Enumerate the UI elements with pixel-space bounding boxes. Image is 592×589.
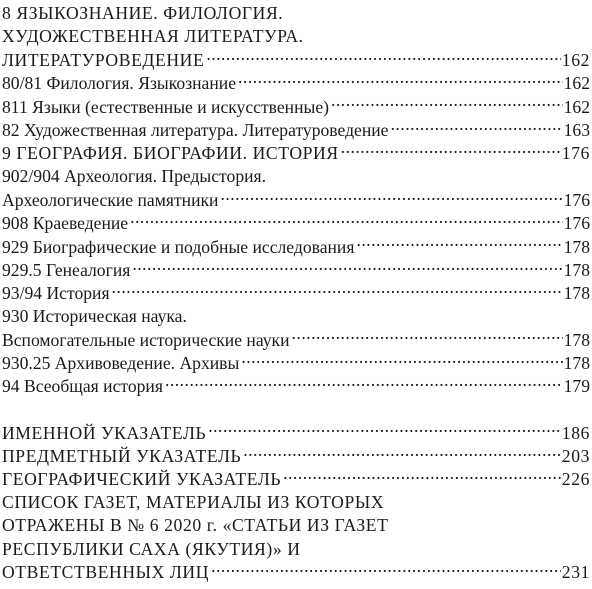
dot-leader bbox=[283, 468, 561, 486]
toc-page-number: 178 bbox=[563, 259, 590, 280]
toc-entry-text: 902/904 Археология. Предыстория. bbox=[2, 166, 267, 187]
toc-heading-text: 8 ЯЗЫКОЗНАНИЕ. ФИЛОЛОГИЯ. bbox=[2, 3, 284, 23]
toc-page-number: 179 bbox=[563, 376, 590, 397]
toc-page-number: 162 bbox=[563, 96, 590, 117]
toc-entry-text: 9 ГЕОГРАФИЯ. БИОГРАФИИ. ИСТОРИЯ bbox=[2, 143, 339, 164]
dot-leader bbox=[130, 212, 562, 230]
toc-entry-text: 908 Краеведение bbox=[2, 213, 129, 234]
toc-page-number: 178 bbox=[563, 329, 590, 350]
toc-entry-text: СПИСОК ГАЗЕТ, МАТЕРИАЛЫ ИЗ КОТОРЫХ bbox=[2, 491, 385, 512]
toc-entry-text: 94 Всеобщая история bbox=[2, 376, 163, 397]
toc-heading-line bbox=[2, 305, 590, 328]
dot-leader bbox=[112, 282, 563, 300]
toc-entry[interactable] bbox=[2, 72, 590, 95]
toc-entry-text: ПРЕДМЕТНЫЙ УКАЗАТЕЛЬ bbox=[2, 445, 242, 466]
toc-entry-text: ОТРАЖЕНЫ В № 6 2020 г. «СТАТЬИ ИЗ ГАЗЕТ bbox=[2, 515, 389, 536]
toc-entry[interactable] bbox=[2, 142, 590, 165]
toc-heading-text: ХУДОЖЕСТВЕННАЯ ЛИТЕРАТУРА. bbox=[2, 26, 304, 47]
toc-page-number: 231 bbox=[561, 562, 590, 583]
dot-leader bbox=[132, 258, 562, 276]
toc-page-number: 178 bbox=[563, 236, 590, 257]
toc-page-number: 226 bbox=[561, 469, 590, 490]
dot-leader bbox=[341, 142, 561, 160]
toc-entry[interactable] bbox=[2, 444, 590, 467]
dot-leader bbox=[165, 375, 563, 393]
toc-entry[interactable] bbox=[2, 49, 590, 72]
toc-entry-text: Археологические памятники bbox=[2, 189, 219, 210]
dot-leader bbox=[206, 49, 560, 67]
toc-page-number: 162 bbox=[563, 73, 590, 94]
toc-entry-text: 80/81 Филология. Языкознание bbox=[2, 73, 237, 94]
toc-entry[interactable] bbox=[2, 118, 590, 141]
toc-entry-text: 82 Художественная литература. Литературоведение bbox=[2, 120, 389, 141]
toc-page-number: 162 bbox=[561, 50, 590, 71]
toc-heading-line bbox=[2, 2, 590, 25]
toc-entry-text: РЕСПУБЛИКИ САХА (ЯКУТИЯ)» И bbox=[2, 538, 301, 559]
section-spacer bbox=[2, 398, 590, 421]
table-of-contents bbox=[2, 2, 590, 584]
toc-entry[interactable] bbox=[2, 282, 590, 305]
toc-heading-line bbox=[2, 538, 590, 561]
toc-entry[interactable] bbox=[2, 468, 590, 491]
toc-entry-text: 929.5 Генеалогия bbox=[2, 259, 131, 280]
toc-page-number: 176 bbox=[563, 213, 590, 234]
toc-entry-text: 93/94 История bbox=[2, 283, 110, 304]
toc-entry[interactable] bbox=[2, 235, 590, 258]
dot-leader bbox=[241, 351, 562, 369]
dot-leader bbox=[243, 444, 561, 462]
toc-entry[interactable] bbox=[2, 328, 590, 351]
dot-leader bbox=[391, 118, 563, 136]
dot-leader bbox=[211, 561, 561, 579]
toc-entry-text: 930.25 Архивоведение. Архивы bbox=[2, 353, 240, 374]
toc-page-number: 176 bbox=[561, 143, 590, 164]
toc-heading-line bbox=[2, 491, 590, 514]
toc-entry-text: 811 Языки (естественные и искусственные) bbox=[2, 96, 329, 117]
toc-entry[interactable] bbox=[2, 375, 590, 398]
toc-entry[interactable] bbox=[2, 212, 590, 235]
dot-leader bbox=[331, 95, 563, 113]
toc-entry[interactable] bbox=[2, 421, 590, 444]
toc-heading-line bbox=[2, 514, 590, 537]
toc-entry[interactable] bbox=[2, 351, 590, 374]
toc-page-number: 163 bbox=[563, 120, 590, 141]
toc-page-number: 203 bbox=[561, 445, 590, 466]
toc-entry-text: 929 Биографические и подобные исследования bbox=[2, 236, 355, 257]
toc-heading-line bbox=[2, 25, 590, 48]
toc-entry-text: ОТВЕТСТВЕННЫХ ЛИЦ bbox=[2, 562, 210, 583]
toc-entry-text: ЛИТЕРАТУРОВЕДЕНИЕ bbox=[2, 50, 205, 71]
dot-leader bbox=[356, 235, 562, 253]
toc-entry[interactable] bbox=[2, 188, 590, 211]
toc-entry[interactable] bbox=[2, 95, 590, 118]
toc-entry-text: 930 Историческая наука. bbox=[2, 305, 187, 326]
dot-leader bbox=[238, 72, 563, 90]
toc-heading-line bbox=[2, 165, 590, 188]
dot-leader bbox=[220, 188, 562, 206]
toc-page-number: 186 bbox=[561, 422, 590, 443]
toc-entry[interactable] bbox=[2, 258, 590, 281]
toc-entry-text: ИМЕННОЙ УКАЗАТЕЛЬ bbox=[2, 422, 207, 443]
toc-page-number: 178 bbox=[563, 283, 590, 304]
dot-leader bbox=[292, 328, 563, 346]
toc-page-number: 176 bbox=[563, 189, 590, 210]
toc-entry-text: ГЕОГРАФИЧЕСКИЙ УКАЗАТЕЛЬ bbox=[2, 469, 282, 490]
toc-entry[interactable] bbox=[2, 561, 590, 584]
toc-page-number: 178 bbox=[563, 353, 590, 374]
dot-leader bbox=[208, 421, 561, 439]
toc-entry-text: Вспомогательные исторические науки bbox=[2, 329, 290, 350]
